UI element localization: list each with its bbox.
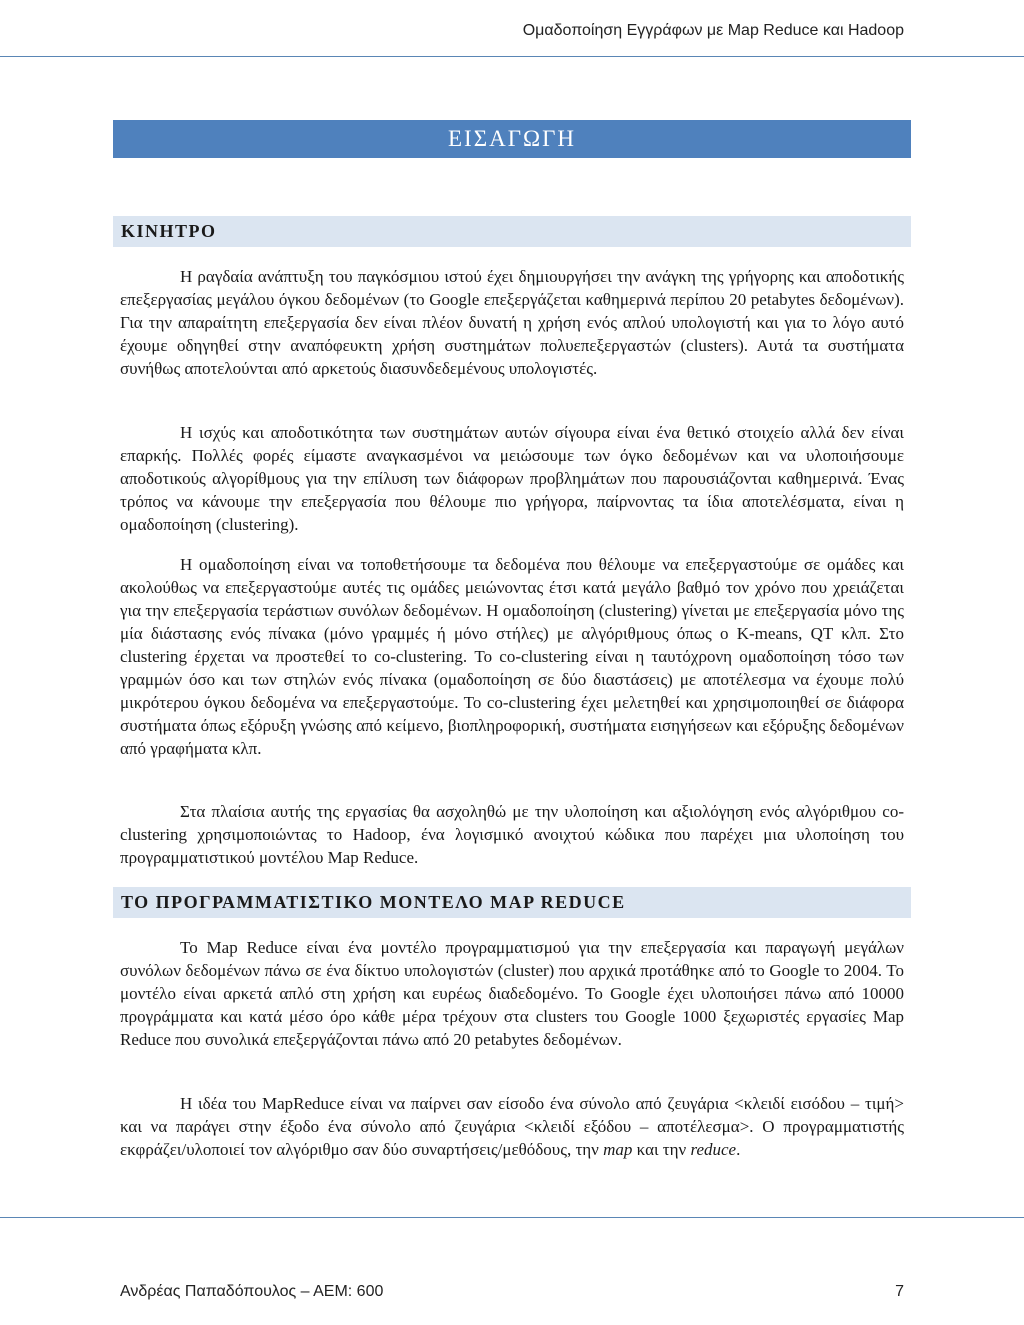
chapter-title: ΕΙΣΑΓΩΓΗ — [113, 120, 911, 158]
mapreduce-text-before: Η ιδέα του MapReduce είναι να παίρνει σαν είσοδο ένα σύνολο από ζευγάρια <κλειδί εισόδου – τιμή> και να παράγει στην έξοδο ένα σύνολο από ζευγάρια <κλειδί εξόδου – αποτέλεσμα>. Ο προγραμματιστής εκφράζει/υλοποιεί τον αλγόριθμο σαν δύο συναρτήσεις/μεθόδους, την — [120, 1094, 904, 1159]
header-divider — [0, 56, 1024, 57]
paragraph-motivation-1: Η ραγδαία ανάπτυξη του παγκόσμιου ιστού έχει δημιουργήσει την ανάγκη της γρήγορης και αποδοτικής επεξεργασίας μεγάλου όγκου δεδομένων (το Google επεξεργάζεται καθημερινά περίπου 20 petabytes δεδομένων). Για την απαραίτητη επεξεργασία δεν είναι πλέον δυνατή η χρήση ενός απλού υπολογιστή και για το λόγο αυτό έχουμε οδηγηθεί στην αναπόφευκτη χρήση συστημάτων πολυεπεξεργαστών (clusters). Αυτά τα συστήματα συνήθως αποτελούνται από αρκετούς διασυνδεδεμένους υπολογιστές. — [120, 267, 904, 378]
paragraph-mapreduce-1: Το Map Reduce είναι ένα μοντέλο προγραμματισμού για την επεξεργασία και παραγωγή μεγάλων συνόλων δεδομένων πάνω σε ένα δίκτυο υπολογιστών (cluster) που αρχικά προτάθηκε από το Google το 2004. Το μοντέλο είναι αρκετά απλό στη χρήση και ευρέως διαδεδομένο. Το Google έχει υλοποιήσει πάνω από 10000 προγράμματα και κατά μέσο όρο κάθε μέρα τρέχουν στα clusters του Google 1000 ξεχωριστές εργασίες Map Reduce που συνολικά επεξεργάζονται πάνω από 20 petabytes δεδομένων. — [120, 938, 904, 1049]
page-number: 7 — [895, 1283, 904, 1300]
mapreduce-text-after: . — [736, 1140, 741, 1159]
map-function-name: map — [603, 1140, 633, 1159]
paragraph-motivation-2: Η ισχύς και αποδοτικότητα των συστημάτων αυτών σίγουρα είναι ένα θετικό στοιχείο αλλά δεν είναι επαρκής. Πολλές φορές είμαστε αναγκασμένοι να μειώσουμε των όγκο δεδομένων και να υλοποιήσουμε αποδοτικούς αλγορίθμους για την επίλυση των διάφορων προβλημάτων που παρουσιάζονται καθημερινά. Ένας τρόπος να κάνουμε την επεξεργασία που θέλουμε πιο γρήγορα, παίρνοντας τα ίδια αποτελέσματα, είναι η ομαδοποίηση (clustering). — [120, 423, 904, 534]
running-header: Ομαδοποίηση Εγγράφων με Map Reduce και Hadoop — [522, 22, 904, 39]
mapreduce-text-middle: και την — [632, 1140, 691, 1159]
section-heading-motivation: ΚΙΝΗΤΡΟ — [113, 216, 911, 247]
paragraph-motivation-4: Στα πλαίσια αυτής της εργασίας θα ασχοληθώ με την υλοποίηση και αξιολόγηση ενός αλγόριθμου co-clustering χρησιμοποιώντας το Hadoop, ένα λογισμικό ανοιχτού κώδικα που παρέχει μια υλοποίηση του προγραμματιστικού μοντέλου Map Reduce. — [120, 802, 904, 867]
section-heading-mapreduce: ΤΟ ΠΡΟΓΡΑΜΜΑΤΙΣΤΙΚΟ ΜΟΝΤΕΛΟ MAP REDUCE — [113, 887, 911, 918]
footer-author: Ανδρέας Παπαδόπουλος – ΑΕΜ: 600 — [120, 1283, 384, 1300]
reduce-function-name: reduce — [690, 1140, 737, 1159]
paragraph-mapreduce-2 — [120, 1092, 904, 1161]
footer-divider — [0, 1217, 1024, 1218]
paragraph-motivation-3: Η ομαδοποίηση είναι να τοποθετήσουμε τα δεδομένα που θέλουμε να επεξεργαστούμε σε ομάδες και ακολούθως να επεξεργαστούμε αυτές τις ομάδες μειώνοντας έτσι κατά μεγάλο βαθμό τον χρόνο που χρειάζεται για την επεξεργασία τεράστιων συνόλων δεδομένων. Η ομαδοποίηση (clustering) γίνεται με επεξεργασία μόνο της μία διάστασης ενός πίνακα (μόνο γραμμές ή μόνο στήλες) με αλγόριθμους όπως ο K-means, QT κλπ. Στο clustering έρχεται να προστεθεί το co-clustering. Το co-clustering είναι η ταυτόχρονη ομαδοποίηση τόσο των γραμμών όσο και των στηλών ενός πίνακα (ομαδοποίηση σε δύο διαστάσεις) με αποτέλεσμα να έχουμε πολύ μικρότερου όγκου δεδομένα να επεξεργαστούμε. Το co-clustering έχει μελετηθεί και χρησιμοποιηθεί σε διάφορα συστήματα όπως εξόρυξη γνώσης από κείμενο, βιοπληροφορική, συστήματα εισηγήσεων και εξόρυξης δεδομένων από γραφήματα κλπ. — [120, 555, 904, 758]
